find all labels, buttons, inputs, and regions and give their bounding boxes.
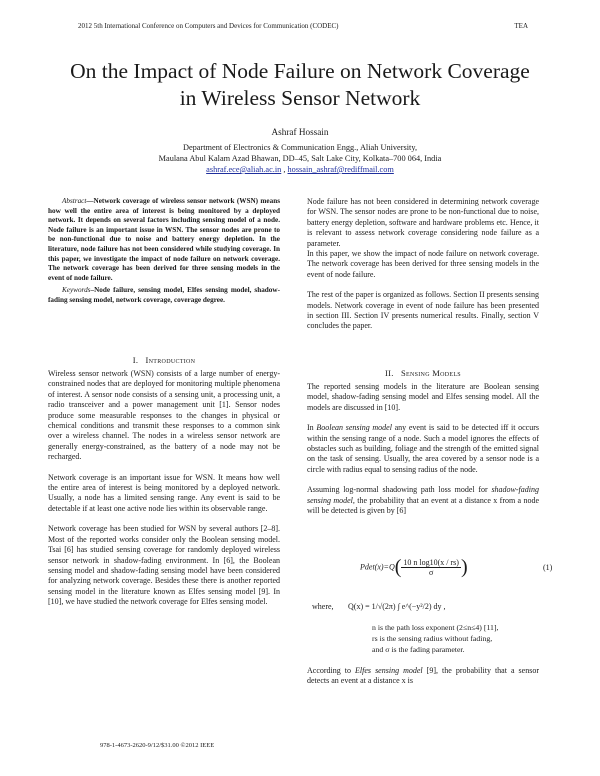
p6-rest: , the probability that an event at a distance x from a node will be detected is given by [6] bbox=[307, 495, 539, 516]
section-heading-sensing-models bbox=[307, 368, 539, 378]
sigma-definition: and σ is the fading parameter. bbox=[372, 645, 465, 654]
equation-lhs: Pdet(x)=Q bbox=[360, 562, 395, 572]
affiliation-line-2: Maulana Abul Kalam Azad Bhawan, DD–45, Salt Lake City, Kolkata–700 064, India bbox=[158, 154, 442, 163]
keywords-label: Keywords bbox=[62, 286, 91, 294]
keywords bbox=[48, 286, 280, 305]
parameter-definitions bbox=[372, 622, 499, 655]
p7-italic: Elfes sensing model bbox=[355, 666, 423, 675]
email-link-2[interactable]: hossain_ashraf@rediffmail.com bbox=[287, 165, 394, 174]
abstract-label: Abstract bbox=[62, 197, 87, 205]
equation-1 bbox=[360, 556, 560, 579]
sensing-body bbox=[307, 382, 539, 516]
p7-prefix: According to bbox=[307, 666, 356, 675]
right-paragraph-4: The reported sensing models in the literature are Boolean sensing model, shadow-fading sensing model and Elfes sensing model. All the models are discussed in [10]. bbox=[307, 382, 539, 412]
email-line bbox=[60, 164, 540, 175]
abstract-text: —Network coverage of wireless sensor network (WSN) means how well the entire area of interest is being monitored by a deployed network. It depends on several factors including sensing model of a node. Node failure is an important issue in WSN. The sensor nodes are prone to be non-functional due to noise and battery energy depletion. In the literature, node failure has not been considered while studying coverage. In this paper, we investigate the impact of node failure on network coverage. The network coverage has been derived for three sensing models in the event of node failure. bbox=[48, 197, 280, 282]
intro-paragraph-3: Network coverage has been studied for WSN by several authors [2–8]. Most of the reported works consider only the Boolean sensing model. Tsai [6] has studied sensing coverage for randomly deployed wireless sensor network in shadow-fading environment. In [6], the Boolean sensing model and shadow-fading sensing model have been considered for analyzing network coverage. Besides these there is another reported sensing model in the literature known as Elfes sensing model [9]. In [10], we have studied the network coverage for Elfes sensing model. bbox=[48, 524, 280, 607]
header-tag: TEA bbox=[514, 22, 528, 30]
conference-name: 2012 5th International Conference on Computers and Devices for Communication (CODEC) bbox=[78, 22, 339, 30]
right-paragraph-2: In this paper, we show the impact of node failure on network coverage. The network coverage has been derived for three sensing models in the event of node failure. bbox=[307, 249, 539, 279]
title-line-2: in Wireless Sensor Network bbox=[179, 86, 421, 110]
paren-open: ( bbox=[394, 556, 402, 578]
p5-prefix: In bbox=[307, 423, 317, 433]
right-paragraph-1: Node failure has not been considered in determining network coverage for WSN. The sensor nodes are prone to be non-functional due to noise, battery energy depletion, software and hardware problems etc. Hence, it is relevant to assess network coverage considering node failure as a parameter. bbox=[307, 197, 539, 248]
n-definition: n is the path loss exponent (2≤n≤4) [11], bbox=[372, 623, 499, 632]
q-definition: Q(x) = 1/√(2π) ∫ e^(−y²/2) dy , bbox=[348, 602, 446, 611]
keywords-text: –Node failure, sensing model, Elfes sensing model, shadow-fading sensing model, network coverage, coverage degree. bbox=[48, 286, 280, 304]
paren-close: ) bbox=[460, 556, 468, 578]
email-separator: , bbox=[281, 165, 288, 174]
equation-fraction bbox=[401, 558, 461, 577]
right-paragraph-7 bbox=[307, 666, 539, 687]
equation-number: (1) bbox=[543, 563, 553, 572]
copyright-footer: 978-1-4673-2620-9/12/$31.00 ©2012 IEEE bbox=[100, 742, 215, 749]
section-number: II. bbox=[385, 368, 394, 378]
affiliation bbox=[60, 142, 540, 175]
elfes-paragraph bbox=[307, 666, 539, 687]
affiliation-line-1: Department of Electronics & Communication Engg., Aliah University, bbox=[182, 143, 418, 152]
section-title: Sensing Models bbox=[401, 368, 461, 378]
section-title: Introduction bbox=[145, 355, 196, 365]
p5-rest: any event is said to be detected iff it occurs within the sensing range of a node. Such a model ignores the effects of obstacles such as building, foliage and the strength of the emitted signal on the task of sensing. Usually, the area covered by a sensor node is a circle with radius equal to sensing radius of the node. bbox=[307, 423, 540, 474]
p6-italic: shadow-fading sensing model bbox=[307, 485, 539, 505]
p7-rest: [9], the probability that a sensor detects an event at a distance x is bbox=[307, 666, 540, 686]
intro-paragraph-2: Network coverage is an important issue for WSN. It means how well the entire area of interest is being monitored by a deployed network. Usually, a node has a limited sensing range. Any event is said to be detectable if at least one active node lies within its observable range. bbox=[48, 472, 280, 513]
right-column-top bbox=[307, 197, 539, 332]
p5-italic: Boolean sensing model bbox=[316, 423, 392, 433]
p6-prefix: Assuming log-normal shadowing path loss model for bbox=[307, 485, 492, 495]
fraction-denominator: σ bbox=[429, 568, 434, 577]
right-paragraph-3: The rest of the paper is organized as follows. Section II presents sensing models. Network coverage in event of node failure has been presented in section III. Section IV presents numerical results. Finally, section V concludes the paper. bbox=[307, 290, 539, 331]
author-name: Ashraf Hossain bbox=[271, 127, 329, 137]
intro-paragraph-1: Wireless sensor network (WSN) consists of a large number of energy-constrained nodes that are deployed for monitoring multiple phenomena of interest. A sensor node consists of a sensing unit, a processing unit, a radio transceiver and a power management unit [1]. Sensor nodes produce some measurable responses to the changes in physical or chemical conditions and transmit these responses to a common sink over a wireless channel. The nodes in a wireless sensor network are generally energy-constrained, as the battery of a node may not be recharged. bbox=[48, 369, 280, 462]
section-number: I. bbox=[132, 355, 139, 365]
right-paragraph-5 bbox=[307, 423, 539, 475]
running-header bbox=[78, 22, 528, 34]
intro-body bbox=[48, 369, 280, 608]
fraction-numerator: 10 n log10(x / rs) bbox=[403, 558, 459, 567]
abstract bbox=[48, 197, 280, 283]
title-line-1: On the Impact of Node Failure on Network Coverage bbox=[70, 59, 530, 83]
email-link-1[interactable]: ashraf.ece@aliah.ac.in bbox=[206, 165, 282, 174]
paper-title bbox=[20, 58, 580, 112]
where-label: where, bbox=[312, 602, 334, 611]
section-heading-introduction bbox=[48, 355, 280, 365]
rs-definition: rs is the sensing radius without fading, bbox=[372, 634, 493, 643]
right-paragraph-6 bbox=[307, 485, 539, 516]
